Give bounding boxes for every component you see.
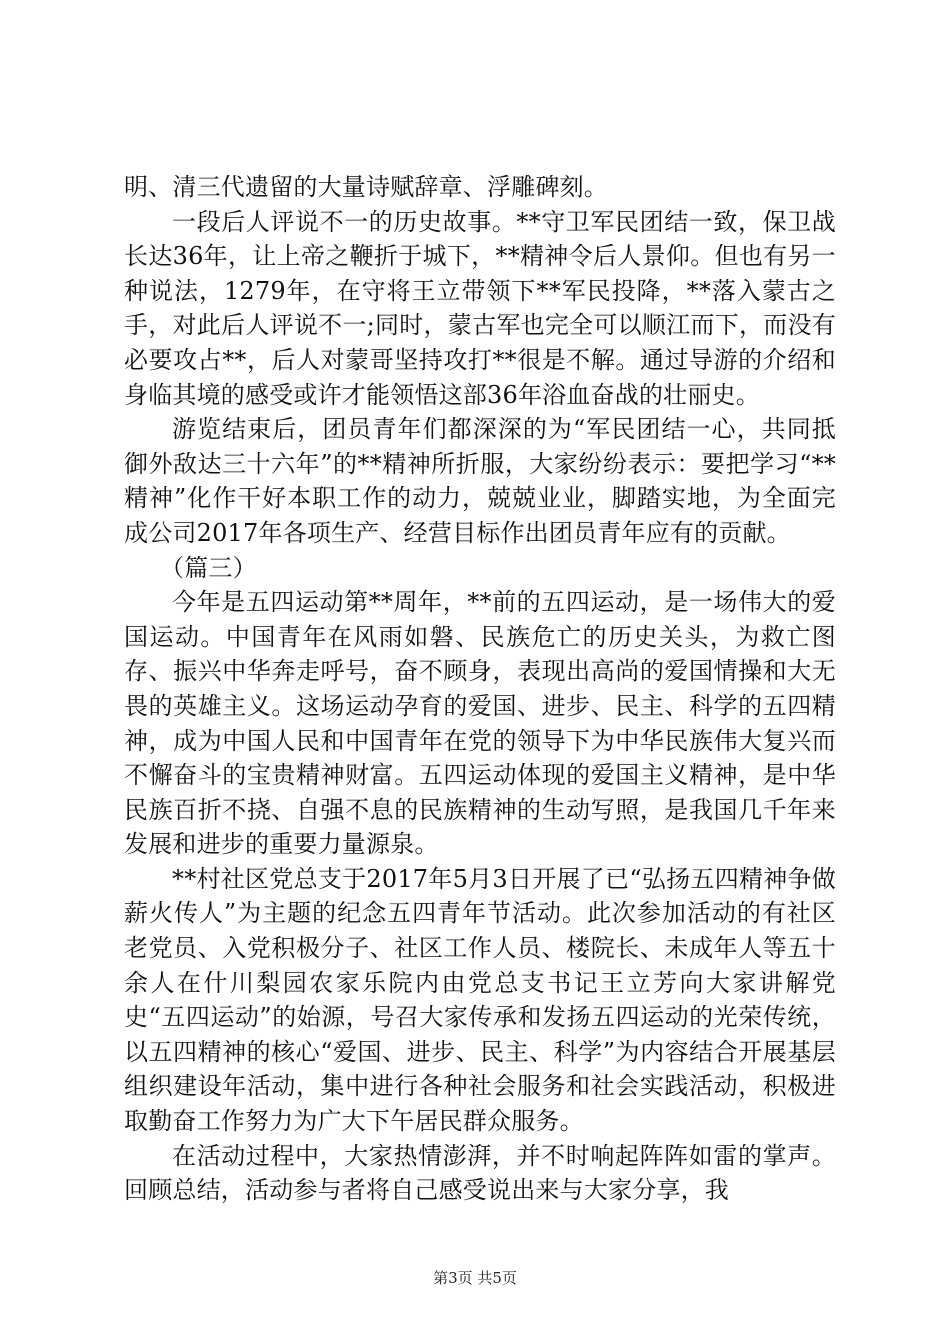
paragraph-continuation: 明、清三代遗留的大量诗赋辞章、浮雕碑刻。 [124, 173, 608, 201]
section-heading-part-three: （篇三） [160, 553, 257, 582]
paragraph-may-fourth-movement: 今年是五四运动第**周年，**前的五四运动，是一场伟大的爱国运动。中国青年在风雨如磐、民族危亡的历史关头，为救亡图存、振兴中华奔走呼号，奋不顾身，表现出高尚的爱国情操和大无畏的英雄主义。这场运动孕育的爱国、进步、民主、科学的五四精神，成为中国人民和中国青年在党的领导下为中华民族伟大复兴而不懈奋斗的宝贵精神财富。五四运动体现的爱国主义精神，是中华民族百折不挠、自强不息的民族精神的生动写照，是我国几千年来发展和进步的重要力量源泉。 [124, 588, 836, 859]
paragraph-community-activity: **村社区党总支于2017年5月3日开展了已“弘扬五四精神争做薪火传人”为主题的纪念五四青年节活动。此次参加活动的有社区老党员、入党积极分子、社区工作人员、楼院长、未成年人等五十余人在什川梨园农家乐院内由党总支书记王立芳向大家讲解党史“五四运动”的始源，号召大家传承和发扬五四运动的光荣传统，以五四精神的核心“爱国、进步、民主、科学”为内容结合开展基层组织建设年活动，集中进行各种社会服务和社会实践活动，积极进取勤奋工作努力为广大下午居民群众服务。 [124, 864, 836, 1136]
paragraph-activity-process: 在活动过程中，大家热情澎湃，并不时响起阵阵如雷的掌声。回顾总结，活动参与者将自己感受说出来与大家分享，我 [124, 1141, 836, 1205]
paragraph-history-story: 一段后人评说不一的历史故事。**守卫军民团结一致，保卫战长达36年，让上帝之鞭折于城下，**精神令后人景仰。但也有另一种说法，1279年，在守将王立带领下**军民投降，**落入蒙古之手，对此后人评说不一;同时，蒙古军也完全可以顺江而下，而没有必要攻占**，后人对蒙哥坚持攻打**很是不解。通过导游的介绍和身临其境的感受或许才能领悟这部36年浴血奋战的壮丽史。 [124, 207, 836, 409]
document-body [124, 170, 836, 1208]
page-number-footer: 第3页 共5页 [433, 1269, 517, 1287]
paragraph-tour-conclusion: 游览结束后，团员青年们都深深的为“军民团结一心，共同抵御外敌达三十六年”的**精神所折服，大家纷纷表示：要把学习“**精神”化作干好本职工作的动力，兢兢业业，脚踏实地，为全面完成公司2017年各项生产、经营目标作出团员青年应有的贡献。 [124, 415, 836, 547]
